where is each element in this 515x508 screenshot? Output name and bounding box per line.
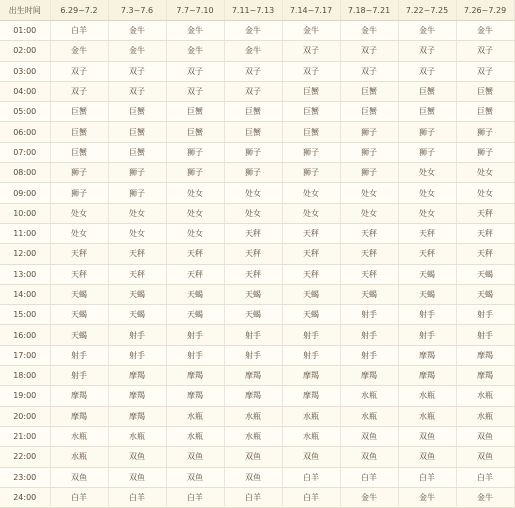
table-row xyxy=(0,447,514,467)
zodiac-cell: 射手 xyxy=(456,325,514,345)
zodiac-cell: 狮子 xyxy=(340,163,398,183)
zodiac-cell: 天秤 xyxy=(50,264,108,284)
zodiac-cell: 狮子 xyxy=(108,183,166,203)
zodiac-cell: 双子 xyxy=(398,61,456,81)
zodiac-cell: 处女 xyxy=(108,223,166,243)
zodiac-cell: 狮子 xyxy=(50,183,108,203)
table-row xyxy=(0,183,514,203)
zodiac-cell: 双子 xyxy=(282,41,340,61)
zodiac-cell: 天秤 xyxy=(456,244,514,264)
zodiac-cell: 双鱼 xyxy=(108,467,166,487)
zodiac-cell: 巨蟹 xyxy=(50,102,108,122)
header-cell-date-range: 6.29~7.2 xyxy=(50,0,108,21)
zodiac-cell: 双子 xyxy=(166,81,224,101)
table-header xyxy=(0,0,514,21)
table-row xyxy=(0,345,514,365)
zodiac-cell: 天秤 xyxy=(50,244,108,264)
zodiac-cell: 白羊 xyxy=(282,467,340,487)
zodiac-cell: 双子 xyxy=(224,61,282,81)
table-row xyxy=(0,284,514,304)
table-row xyxy=(0,467,514,487)
zodiac-cell: 巨蟹 xyxy=(398,102,456,122)
zodiac-cell: 狮子 xyxy=(456,122,514,142)
table-row xyxy=(0,203,514,223)
zodiac-cell: 水瓶 xyxy=(50,426,108,446)
header-cell-date-range: 7.22~7.25 xyxy=(398,0,456,21)
time-cell: 06:00 xyxy=(0,122,50,142)
zodiac-cell: 金牛 xyxy=(166,21,224,41)
zodiac-cell: 处女 xyxy=(166,203,224,223)
zodiac-cell: 水瓶 xyxy=(282,406,340,426)
zodiac-cell: 狮子 xyxy=(398,122,456,142)
time-cell: 21:00 xyxy=(0,426,50,446)
table-row xyxy=(0,142,514,162)
table-row xyxy=(0,426,514,446)
time-cell: 13:00 xyxy=(0,264,50,284)
zodiac-cell: 射手 xyxy=(340,305,398,325)
table-row xyxy=(0,305,514,325)
zodiac-cell: 天蝎 xyxy=(398,264,456,284)
zodiac-cell: 处女 xyxy=(282,203,340,223)
zodiac-cell: 金牛 xyxy=(340,21,398,41)
time-cell: 23:00 xyxy=(0,467,50,487)
zodiac-cell: 处女 xyxy=(282,183,340,203)
zodiac-cell: 天秤 xyxy=(456,203,514,223)
zodiac-cell: 射手 xyxy=(50,345,108,365)
zodiac-cell: 巨蟹 xyxy=(224,102,282,122)
zodiac-cell: 白羊 xyxy=(50,21,108,41)
zodiac-cell: 处女 xyxy=(456,163,514,183)
zodiac-cell: 天秤 xyxy=(456,223,514,243)
zodiac-cell: 狮子 xyxy=(224,142,282,162)
time-cell: 05:00 xyxy=(0,102,50,122)
zodiac-cell: 射手 xyxy=(108,325,166,345)
zodiac-cell: 天秤 xyxy=(340,244,398,264)
zodiac-cell: 摩羯 xyxy=(108,366,166,386)
zodiac-cell: 处女 xyxy=(166,183,224,203)
zodiac-cell: 处女 xyxy=(50,223,108,243)
zodiac-cell: 摩羯 xyxy=(456,366,514,386)
time-cell: 16:00 xyxy=(0,325,50,345)
zodiac-cell: 射手 xyxy=(340,325,398,345)
table-row xyxy=(0,366,514,386)
table-row xyxy=(0,386,514,406)
time-cell: 04:00 xyxy=(0,81,50,101)
zodiac-cell: 处女 xyxy=(224,203,282,223)
zodiac-cell: 天蝎 xyxy=(50,284,108,304)
time-cell: 15:00 xyxy=(0,305,50,325)
zodiac-cell: 处女 xyxy=(340,183,398,203)
zodiac-cell: 摩羯 xyxy=(282,386,340,406)
zodiac-cell: 射手 xyxy=(108,345,166,365)
zodiac-cell: 白羊 xyxy=(398,467,456,487)
table-row xyxy=(0,21,514,41)
zodiac-cell: 双子 xyxy=(340,41,398,61)
zodiac-cell: 处女 xyxy=(50,203,108,223)
zodiac-cell: 巨蟹 xyxy=(166,102,224,122)
zodiac-cell: 金牛 xyxy=(50,41,108,61)
zodiac-cell: 摩羯 xyxy=(50,406,108,426)
time-cell: 19:00 xyxy=(0,386,50,406)
zodiac-cell: 处女 xyxy=(340,203,398,223)
table-row xyxy=(0,61,514,81)
zodiac-cell: 天秤 xyxy=(398,223,456,243)
zodiac-cell: 金牛 xyxy=(340,487,398,507)
zodiac-cell: 水瓶 xyxy=(166,406,224,426)
zodiac-cell: 双子 xyxy=(340,61,398,81)
zodiac-cell: 摩羯 xyxy=(398,345,456,365)
table-row xyxy=(0,264,514,284)
zodiac-cell: 射手 xyxy=(166,325,224,345)
table-row xyxy=(0,325,514,345)
zodiac-cell: 天蝎 xyxy=(282,284,340,304)
header-row xyxy=(0,0,514,21)
zodiac-cell: 天秤 xyxy=(398,244,456,264)
zodiac-cell: 处女 xyxy=(398,183,456,203)
time-cell: 17:00 xyxy=(0,345,50,365)
header-cell-date-range: 7.14~7.17 xyxy=(282,0,340,21)
zodiac-cell: 狮子 xyxy=(108,163,166,183)
zodiac-cell: 水瓶 xyxy=(282,426,340,446)
zodiac-cell: 天蝎 xyxy=(282,305,340,325)
table-row xyxy=(0,487,514,507)
time-cell: 09:00 xyxy=(0,183,50,203)
zodiac-cell: 摩羯 xyxy=(166,366,224,386)
time-cell: 22:00 xyxy=(0,447,50,467)
zodiac-cell: 双鱼 xyxy=(50,467,108,487)
zodiac-cell: 巨蟹 xyxy=(282,102,340,122)
zodiac-cell: 白羊 xyxy=(456,467,514,487)
zodiac-cell: 天秤 xyxy=(224,264,282,284)
zodiac-cell: 水瓶 xyxy=(340,406,398,426)
zodiac-cell: 双鱼 xyxy=(340,447,398,467)
zodiac-cell: 射手 xyxy=(398,305,456,325)
zodiac-cell: 天蝎 xyxy=(456,264,514,284)
zodiac-cell: 天秤 xyxy=(282,264,340,284)
time-cell: 20:00 xyxy=(0,406,50,426)
zodiac-cell: 射手 xyxy=(166,345,224,365)
zodiac-cell: 摩羯 xyxy=(224,366,282,386)
zodiac-cell: 双子 xyxy=(166,61,224,81)
zodiac-cell: 摩羯 xyxy=(50,386,108,406)
zodiac-cell: 天蝎 xyxy=(108,305,166,325)
zodiac-cell: 天秤 xyxy=(282,244,340,264)
zodiac-cell: 金牛 xyxy=(224,41,282,61)
zodiac-cell: 狮子 xyxy=(282,142,340,162)
zodiac-cell: 金牛 xyxy=(398,487,456,507)
zodiac-cell: 天秤 xyxy=(166,264,224,284)
zodiac-cell: 狮子 xyxy=(166,142,224,162)
zodiac-cell: 天秤 xyxy=(282,223,340,243)
zodiac-cell: 天秤 xyxy=(224,223,282,243)
zodiac-cell: 天蝎 xyxy=(50,305,108,325)
zodiac-cell: 射手 xyxy=(50,366,108,386)
header-cell-date-range: 7.18~7.21 xyxy=(340,0,398,21)
zodiac-cell: 巨蟹 xyxy=(340,102,398,122)
zodiac-cell: 白羊 xyxy=(224,487,282,507)
zodiac-cell: 水瓶 xyxy=(224,406,282,426)
zodiac-cell: 白羊 xyxy=(50,487,108,507)
zodiac-cell: 水瓶 xyxy=(224,426,282,446)
zodiac-cell: 天蝎 xyxy=(166,284,224,304)
zodiac-cell: 白羊 xyxy=(282,487,340,507)
zodiac-cell: 天秤 xyxy=(340,264,398,284)
zodiac-cell: 摩羯 xyxy=(398,366,456,386)
zodiac-cell: 白羊 xyxy=(108,487,166,507)
time-cell: 07:00 xyxy=(0,142,50,162)
zodiac-cell: 狮子 xyxy=(282,163,340,183)
zodiac-cell: 天秤 xyxy=(224,244,282,264)
zodiac-cell: 天蝎 xyxy=(50,325,108,345)
table-row xyxy=(0,244,514,264)
table-row xyxy=(0,406,514,426)
zodiac-cell: 射手 xyxy=(282,325,340,345)
zodiac-cell: 巨蟹 xyxy=(50,142,108,162)
zodiac-cell: 双鱼 xyxy=(224,447,282,467)
zodiac-cell: 射手 xyxy=(282,345,340,365)
time-cell: 14:00 xyxy=(0,284,50,304)
zodiac-cell: 巨蟹 xyxy=(166,122,224,142)
zodiac-cell: 狮子 xyxy=(50,163,108,183)
zodiac-cell: 巨蟹 xyxy=(282,81,340,101)
zodiac-cell: 处女 xyxy=(108,203,166,223)
zodiac-cell: 水瓶 xyxy=(398,386,456,406)
zodiac-cell: 射手 xyxy=(224,345,282,365)
zodiac-cell: 金牛 xyxy=(108,21,166,41)
time-cell: 11:00 xyxy=(0,223,50,243)
zodiac-cell: 天蝎 xyxy=(166,305,224,325)
zodiac-cell: 狮子 xyxy=(166,163,224,183)
zodiac-cell: 天秤 xyxy=(108,244,166,264)
zodiac-cell: 射手 xyxy=(398,325,456,345)
zodiac-cell: 水瓶 xyxy=(50,447,108,467)
zodiac-cell: 摩羯 xyxy=(456,345,514,365)
zodiac-cell: 狮子 xyxy=(456,142,514,162)
zodiac-cell: 双子 xyxy=(50,81,108,101)
zodiac-cell: 金牛 xyxy=(224,21,282,41)
zodiac-cell: 巨蟹 xyxy=(108,102,166,122)
table-row xyxy=(0,223,514,243)
header-cell-birth-time: 出生时间 xyxy=(0,0,50,21)
zodiac-cell: 水瓶 xyxy=(166,426,224,446)
zodiac-cell: 双鱼 xyxy=(340,426,398,446)
time-cell: 24:00 xyxy=(0,487,50,507)
zodiac-cell: 射手 xyxy=(456,305,514,325)
zodiac-cell: 摩羯 xyxy=(108,406,166,426)
time-cell: 02:00 xyxy=(0,41,50,61)
time-cell: 18:00 xyxy=(0,366,50,386)
zodiac-cell: 摩羯 xyxy=(166,386,224,406)
zodiac-cell: 白羊 xyxy=(340,467,398,487)
zodiac-cell: 处女 xyxy=(398,163,456,183)
zodiac-cell: 双鱼 xyxy=(398,447,456,467)
table-row xyxy=(0,41,514,61)
zodiac-cell: 水瓶 xyxy=(398,406,456,426)
zodiac-cell: 天蝎 xyxy=(456,284,514,304)
table-body xyxy=(0,21,514,508)
zodiac-cell: 射手 xyxy=(340,345,398,365)
zodiac-cell: 金牛 xyxy=(398,21,456,41)
zodiac-cell: 巨蟹 xyxy=(50,122,108,142)
zodiac-cell: 射手 xyxy=(224,325,282,345)
zodiac-cell: 狮子 xyxy=(340,122,398,142)
zodiac-cell: 天蝎 xyxy=(108,284,166,304)
zodiac-cell: 天秤 xyxy=(166,244,224,264)
time-cell: 03:00 xyxy=(0,61,50,81)
time-cell: 01:00 xyxy=(0,21,50,41)
zodiac-cell: 狮子 xyxy=(340,142,398,162)
zodiac-cell: 处女 xyxy=(456,183,514,203)
header-cell-date-range: 7.3~7.6 xyxy=(108,0,166,21)
zodiac-cell: 天蝎 xyxy=(398,284,456,304)
zodiac-cell: 天蝎 xyxy=(224,284,282,304)
time-cell: 12:00 xyxy=(0,244,50,264)
zodiac-cell: 狮子 xyxy=(398,142,456,162)
zodiac-cell: 摩羯 xyxy=(224,386,282,406)
zodiac-cell: 双子 xyxy=(398,41,456,61)
zodiac-cell: 处女 xyxy=(224,183,282,203)
zodiac-cell: 双鱼 xyxy=(224,467,282,487)
time-cell: 10:00 xyxy=(0,203,50,223)
zodiac-cell: 天秤 xyxy=(108,264,166,284)
table-row xyxy=(0,81,514,101)
zodiac-cell: 巨蟹 xyxy=(224,122,282,142)
zodiac-cell: 双鱼 xyxy=(166,467,224,487)
zodiac-cell: 双子 xyxy=(282,61,340,81)
zodiac-cell: 巨蟹 xyxy=(108,122,166,142)
zodiac-cell: 金牛 xyxy=(456,21,514,41)
zodiac-cell: 水瓶 xyxy=(340,386,398,406)
zodiac-cell: 水瓶 xyxy=(108,426,166,446)
zodiac-cell: 双子 xyxy=(224,81,282,101)
zodiac-cell: 摩羯 xyxy=(108,386,166,406)
zodiac-cell: 金牛 xyxy=(108,41,166,61)
zodiac-cell: 双子 xyxy=(108,61,166,81)
zodiac-cell: 巨蟹 xyxy=(456,81,514,101)
table-row xyxy=(0,163,514,183)
zodiac-cell: 双鱼 xyxy=(456,426,514,446)
zodiac-cell: 金牛 xyxy=(282,21,340,41)
zodiac-cell: 天蝎 xyxy=(340,284,398,304)
zodiac-cell: 金牛 xyxy=(456,487,514,507)
zodiac-cell: 双子 xyxy=(50,61,108,81)
zodiac-cell: 水瓶 xyxy=(456,406,514,426)
zodiac-cell: 双子 xyxy=(456,61,514,81)
zodiac-cell: 处女 xyxy=(166,223,224,243)
header-cell-date-range: 7.26~7.29 xyxy=(456,0,514,21)
table-row xyxy=(0,102,514,122)
zodiac-cell: 双鱼 xyxy=(456,447,514,467)
zodiac-cell: 巨蟹 xyxy=(456,102,514,122)
zodiac-cell: 巨蟹 xyxy=(108,142,166,162)
zodiac-cell: 巨蟹 xyxy=(282,122,340,142)
zodiac-cell: 天秤 xyxy=(340,223,398,243)
zodiac-cell: 天蝎 xyxy=(224,305,282,325)
zodiac-cell: 双鱼 xyxy=(282,447,340,467)
zodiac-cell: 双子 xyxy=(108,81,166,101)
zodiac-cell: 双鱼 xyxy=(398,426,456,446)
header-cell-date-range: 7.7~7.10 xyxy=(166,0,224,21)
zodiac-cell: 巨蟹 xyxy=(340,81,398,101)
zodiac-cell: 双鱼 xyxy=(108,447,166,467)
zodiac-cell: 巨蟹 xyxy=(398,81,456,101)
zodiac-cell: 狮子 xyxy=(224,163,282,183)
zodiac-cell: 摩羯 xyxy=(282,366,340,386)
zodiac-cell: 摩羯 xyxy=(340,366,398,386)
header-cell-date-range: 7.11~7.13 xyxy=(224,0,282,21)
zodiac-cell: 金牛 xyxy=(166,41,224,61)
table-row xyxy=(0,122,514,142)
zodiac-cell: 处女 xyxy=(398,203,456,223)
zodiac-cell: 水瓶 xyxy=(456,386,514,406)
time-cell: 08:00 xyxy=(0,163,50,183)
zodiac-cell: 双子 xyxy=(456,41,514,61)
zodiac-cell: 白羊 xyxy=(166,487,224,507)
zodiac-cell: 双鱼 xyxy=(166,447,224,467)
